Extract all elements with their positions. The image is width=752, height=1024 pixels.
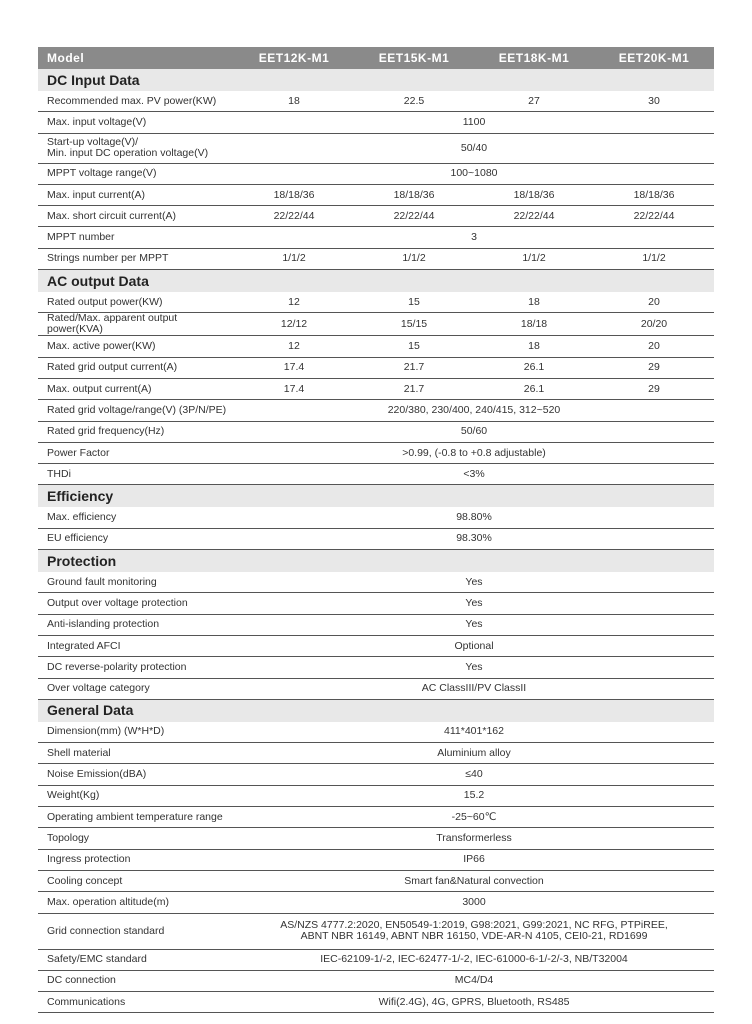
spec-value: 15 <box>354 336 474 357</box>
spec-value: >0.99, (-0.8 to +0.8 adjustable) <box>234 442 714 463</box>
section-header <box>38 550 714 573</box>
spec-value: 220/380, 230/400, 240/415, 312~520 <box>234 400 714 421</box>
spec-value: 1100 <box>234 112 714 133</box>
section-title: AC output Data <box>38 270 714 293</box>
spec-value: Wifi(2.4G), 4G, GPRS, Bluetooth, RS485 <box>234 992 714 1013</box>
spec-value: 29 <box>594 357 714 378</box>
section-header <box>38 485 714 508</box>
spec-row <box>38 378 714 399</box>
spec-value: 98.80% <box>234 507 714 528</box>
spec-value: 18/18 <box>474 313 594 336</box>
spec-label: Anti-islanding protection <box>38 614 234 635</box>
spec-row <box>38 507 714 528</box>
spec-table-body <box>38 47 714 1013</box>
spec-label: Rated grid voltage/range(V) (3P/N/PE) <box>38 400 234 421</box>
spec-row <box>38 678 714 699</box>
spec-label: Over voltage category <box>38 678 234 699</box>
spec-value: 30 <box>594 91 714 112</box>
spec-value: 1/1/2 <box>234 248 354 269</box>
spec-label: Shell material <box>38 743 234 764</box>
spec-table <box>38 47 714 1013</box>
spec-row <box>38 357 714 378</box>
spec-value: 3 <box>234 227 714 248</box>
spec-value: 26.1 <box>474 378 594 399</box>
spec-value: 20 <box>594 336 714 357</box>
spec-label: Max. output current(A) <box>38 378 234 399</box>
spec-value: 15.2 <box>234 785 714 806</box>
spec-label: Ingress protection <box>38 849 234 870</box>
spec-value: 12/12 <box>234 313 354 336</box>
spec-label: Safety/EMC standard <box>38 949 234 970</box>
spec-value: 22.5 <box>354 91 474 112</box>
spec-value: 12 <box>234 292 354 313</box>
spec-label: Max. input voltage(V) <box>38 112 234 133</box>
spec-label: Recommended max. PV power(KW) <box>38 91 234 112</box>
model-name: EET18K-M1 <box>474 47 594 69</box>
spec-label: Communications <box>38 992 234 1013</box>
spec-row <box>38 635 714 656</box>
spec-label: Cooling concept <box>38 870 234 891</box>
spec-row <box>38 949 714 970</box>
spec-label: Operating ambient temperature range <box>38 807 234 828</box>
section-header <box>38 69 714 91</box>
spec-value: 29 <box>594 378 714 399</box>
spec-value: -25~60℃ <box>234 807 714 828</box>
model-name: EET12K-M1 <box>234 47 354 69</box>
spec-value: Yes <box>234 593 714 614</box>
section-header <box>38 699 714 722</box>
spec-label: Rated output power(KW) <box>38 292 234 313</box>
spec-label: Noise Emission(dBA) <box>38 764 234 785</box>
spec-label: MPPT number <box>38 227 234 248</box>
spec-row <box>38 572 714 593</box>
spec-row <box>38 722 714 743</box>
spec-row <box>38 464 714 485</box>
spec-row <box>38 849 714 870</box>
spec-label: DC reverse-polarity protection <box>38 657 234 678</box>
spec-value: 17.4 <box>234 378 354 399</box>
spec-sheet <box>38 47 714 1013</box>
spec-row <box>38 292 714 313</box>
spec-row <box>38 400 714 421</box>
spec-value: 18 <box>234 91 354 112</box>
spec-value: 1/1/2 <box>474 248 594 269</box>
spec-value: 98.30% <box>234 528 714 549</box>
spec-value: 17.4 <box>234 357 354 378</box>
spec-label: DC connection <box>38 970 234 991</box>
spec-row <box>38 421 714 442</box>
spec-row <box>38 785 714 806</box>
spec-row <box>38 970 714 991</box>
spec-value: 27 <box>474 91 594 112</box>
spec-row <box>38 743 714 764</box>
spec-value: 22/22/44 <box>234 206 354 227</box>
section-header <box>38 270 714 293</box>
spec-label: Weight(Kg) <box>38 785 234 806</box>
spec-value: 20 <box>594 292 714 313</box>
section-title: DC Input Data <box>38 69 714 91</box>
spec-label: Rated grid output current(A) <box>38 357 234 378</box>
spec-value: 18/18/36 <box>234 184 354 205</box>
section-title: Efficiency <box>38 485 714 508</box>
spec-value: Yes <box>234 614 714 635</box>
spec-row <box>38 614 714 635</box>
model-name: EET20K-M1 <box>594 47 714 69</box>
spec-label: Start-up voltage(V)/ Min. input DC operation voltage(V) <box>38 133 234 163</box>
spec-row <box>38 163 714 184</box>
spec-value: 1/1/2 <box>354 248 474 269</box>
spec-value: AC ClassIII/PV ClassII <box>234 678 714 699</box>
spec-row <box>38 913 714 949</box>
spec-value: 50/60 <box>234 421 714 442</box>
spec-row <box>38 442 714 463</box>
spec-label: EU efficiency <box>38 528 234 549</box>
spec-label: Rated grid frequency(Hz) <box>38 421 234 442</box>
spec-row <box>38 91 714 112</box>
model-label: Model <box>38 47 234 69</box>
spec-value: 1/1/2 <box>594 248 714 269</box>
spec-row <box>38 133 714 163</box>
spec-value: 21.7 <box>354 357 474 378</box>
spec-row <box>38 248 714 269</box>
header-row <box>38 47 714 69</box>
spec-label: MPPT voltage range(V) <box>38 163 234 184</box>
spec-label: THDi <box>38 464 234 485</box>
spec-row <box>38 206 714 227</box>
spec-value: Aluminium alloy <box>234 743 714 764</box>
spec-value: IP66 <box>234 849 714 870</box>
spec-label: Max. short circuit current(A) <box>38 206 234 227</box>
spec-value: Yes <box>234 657 714 678</box>
spec-value: 22/22/44 <box>474 206 594 227</box>
spec-row <box>38 657 714 678</box>
spec-label: Max. operation altitude(m) <box>38 892 234 913</box>
spec-row <box>38 593 714 614</box>
model-name: EET15K-M1 <box>354 47 474 69</box>
spec-row <box>38 528 714 549</box>
spec-value: IEC-62109-1/-2, IEC-62477-1/-2, IEC-61000-6-1/-2/-3, NB/T32004 <box>234 949 714 970</box>
spec-label: Max. active power(KW) <box>38 336 234 357</box>
spec-label: Max. input current(A) <box>38 184 234 205</box>
spec-value: 22/22/44 <box>354 206 474 227</box>
spec-label: Grid connection standard <box>38 913 234 949</box>
spec-value: 26.1 <box>474 357 594 378</box>
spec-row <box>38 828 714 849</box>
spec-value: 18/18/36 <box>594 184 714 205</box>
section-title: Protection <box>38 550 714 573</box>
spec-value: 20/20 <box>594 313 714 336</box>
spec-row <box>38 313 714 336</box>
spec-label: Integrated AFCI <box>38 635 234 656</box>
spec-row <box>38 184 714 205</box>
spec-row <box>38 992 714 1013</box>
spec-value: 18 <box>474 292 594 313</box>
spec-row <box>38 112 714 133</box>
spec-label: Max. efficiency <box>38 507 234 528</box>
spec-row <box>38 336 714 357</box>
spec-value: Smart fan&Natural convection <box>234 870 714 891</box>
spec-value: 100~1080 <box>234 163 714 184</box>
spec-label: Power Factor <box>38 442 234 463</box>
spec-value: AS/NZS 4777.2:2020, EN50549-1:2019, G98:2021, G99:2021, NC RFG, PTPiREE, ABNT NBR 16149, ABNT NBR 16150, VDE-AR-N 4105, CEI0-21, RD1699 <box>234 913 714 949</box>
spec-value: 21.7 <box>354 378 474 399</box>
spec-value: 12 <box>234 336 354 357</box>
spec-label: Dimension(mm) (W*H*D) <box>38 722 234 743</box>
spec-value: 15 <box>354 292 474 313</box>
spec-value: 18/18/36 <box>474 184 594 205</box>
spec-value: Yes <box>234 572 714 593</box>
spec-value: ≤40 <box>234 764 714 785</box>
spec-label: Strings number per MPPT <box>38 248 234 269</box>
section-title: General Data <box>38 699 714 722</box>
spec-value: 50/40 <box>234 133 714 163</box>
spec-value: 15/15 <box>354 313 474 336</box>
spec-row <box>38 892 714 913</box>
spec-row <box>38 227 714 248</box>
spec-value: <3% <box>234 464 714 485</box>
spec-value: 22/22/44 <box>594 206 714 227</box>
spec-label: Rated/Max. apparent output power(KVA) <box>38 313 234 336</box>
spec-label: Output over voltage protection <box>38 593 234 614</box>
spec-value: 18/18/36 <box>354 184 474 205</box>
spec-value: 411*401*162 <box>234 722 714 743</box>
spec-row <box>38 764 714 785</box>
spec-value: MC4/D4 <box>234 970 714 991</box>
spec-label: Topology <box>38 828 234 849</box>
spec-label: Ground fault monitoring <box>38 572 234 593</box>
spec-row <box>38 807 714 828</box>
spec-value: Transformerless <box>234 828 714 849</box>
spec-value: Optional <box>234 635 714 656</box>
spec-value: 3000 <box>234 892 714 913</box>
spec-value: 18 <box>474 336 594 357</box>
spec-row <box>38 870 714 891</box>
